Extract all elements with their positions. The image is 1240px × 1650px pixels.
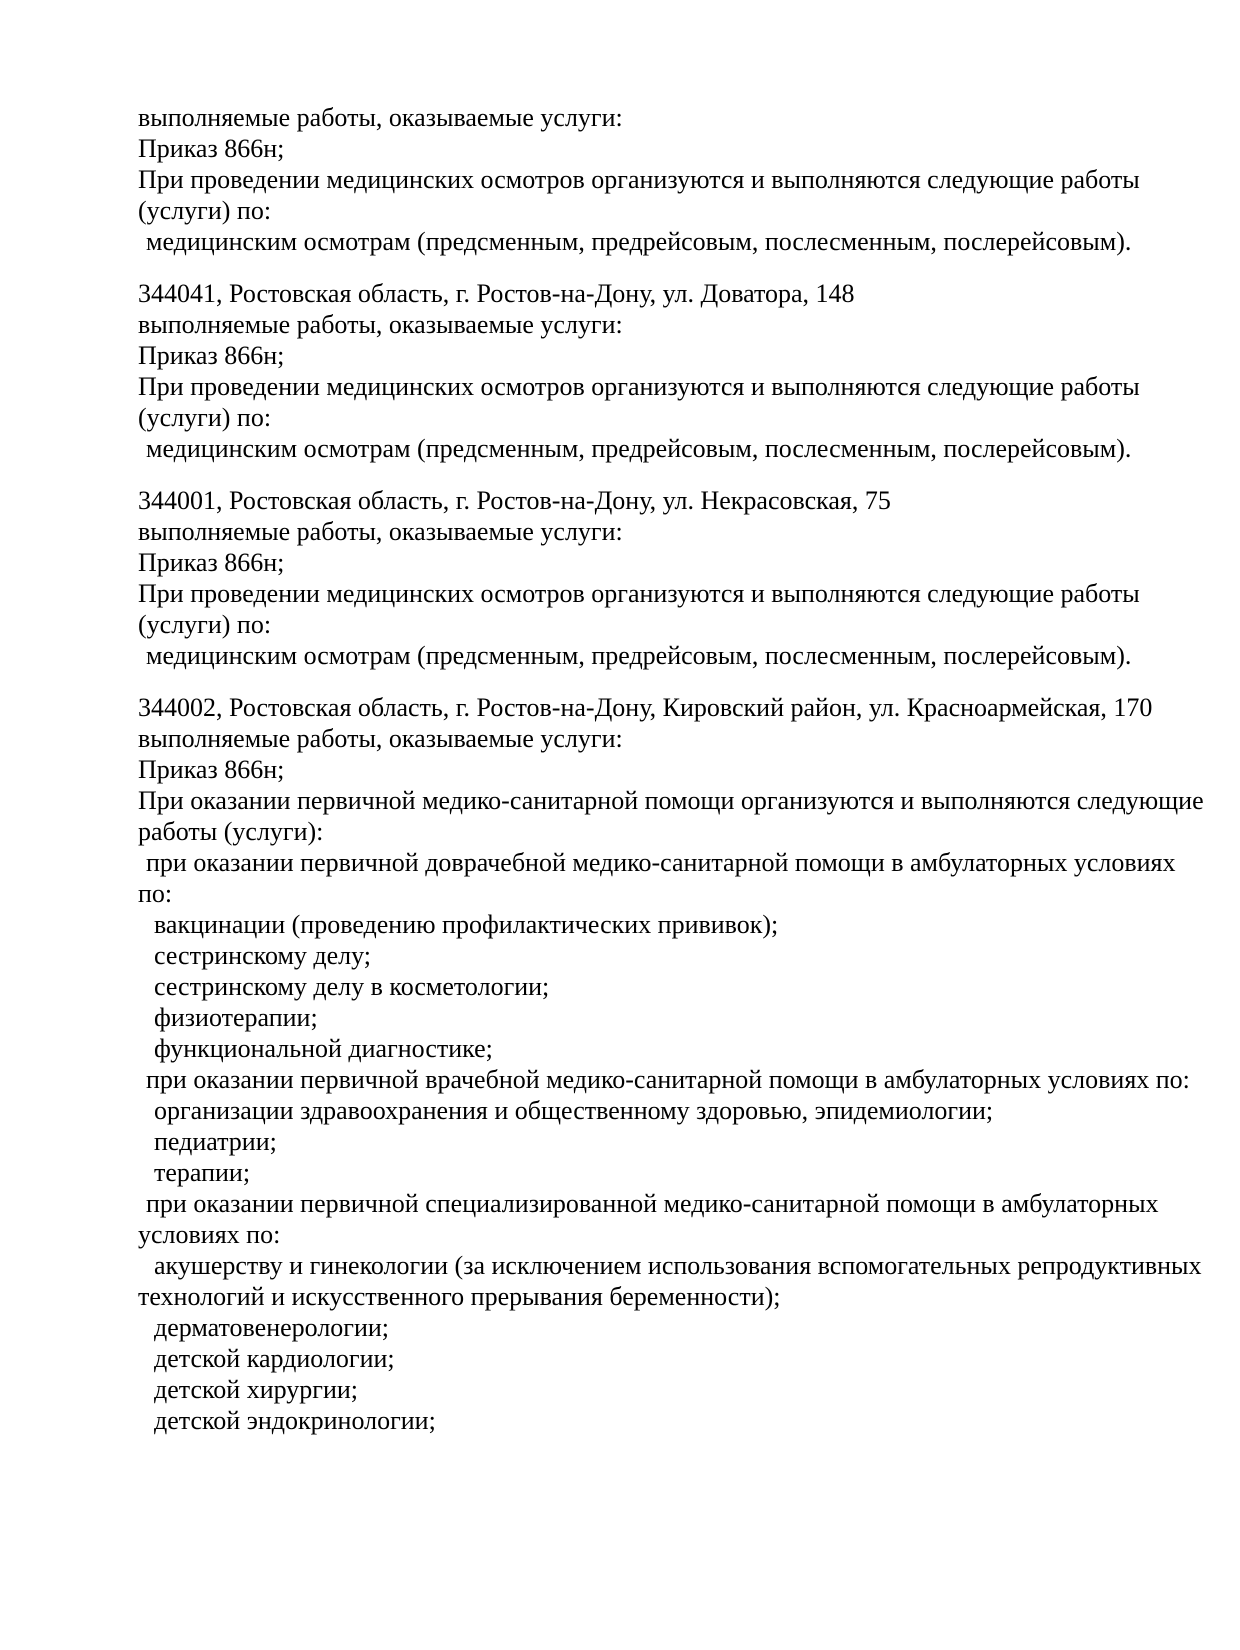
text-line: технологий и искусственного прерывания беременности); bbox=[138, 1282, 781, 1311]
text-block bbox=[138, 485, 1210, 671]
text-line: сестринскому делу в косметологии; bbox=[154, 972, 550, 1001]
text-line: При проведении медицинских осмотров организуются и выполняются следующие работы bbox=[138, 372, 1140, 401]
text-line: медицинским осмотрам (предсменным, предрейсовым, послесменным, послерейсовым). bbox=[146, 641, 1132, 670]
text-line: организации здравоохранения и общественному здоровью, эпидемиологии; bbox=[154, 1096, 994, 1125]
text-line: (услуги) по: bbox=[138, 196, 272, 225]
text-line: при оказании первичной доврачебной медико-санитарной помощи в амбулаторных условиях bbox=[146, 848, 1176, 877]
text-block bbox=[138, 278, 1210, 464]
text-line: вакцинации (проведению профилактических прививок); bbox=[154, 910, 779, 939]
text-line: Приказ 866н; bbox=[138, 341, 285, 370]
text-block bbox=[138, 102, 1210, 257]
text-line: по: bbox=[138, 879, 173, 908]
text-line: работы (услуги): bbox=[138, 817, 324, 846]
address-line: 344041, Ростовская область, г. Ростов-на-Дону, ул. Доватора, 148 bbox=[138, 279, 855, 308]
text-line: акушерству и гинекологии (за исключением использования вспомогательных репродуктивных bbox=[154, 1251, 1202, 1280]
text-line: детской кардиологии; bbox=[154, 1344, 395, 1373]
text-line: функциональной диагностике; bbox=[154, 1034, 493, 1063]
text-line: Приказ 866н; bbox=[138, 134, 285, 163]
text-line: (услуги) по: bbox=[138, 610, 272, 639]
text-line: при оказании первичной специализированной медико-санитарной помощи в амбулаторных bbox=[146, 1189, 1159, 1218]
address-line: 344001, Ростовская область, г. Ростов-на-Дону, ул. Некрасовская, 75 bbox=[138, 486, 891, 515]
text-line: медицинским осмотрам (предсменным, предрейсовым, послесменным, послерейсовым). bbox=[146, 227, 1132, 256]
text-line: условиях по: bbox=[138, 1220, 281, 1249]
text-line: дерматовенерологии; bbox=[154, 1313, 390, 1342]
text-line: детской хирургии; bbox=[154, 1375, 359, 1404]
text-line: медицинским осмотрам (предсменным, предрейсовым, послесменным, послерейсовым). bbox=[146, 434, 1132, 463]
text-line: При оказании первичной медико-санитарной помощи организуются и выполняются следующие bbox=[138, 786, 1204, 815]
text-line: терапии; bbox=[154, 1158, 251, 1187]
text-line: Приказ 866н; bbox=[138, 755, 285, 784]
text-line: физиотерапии; bbox=[154, 1003, 318, 1032]
text-line: выполняемые работы, оказываемые услуги: bbox=[138, 310, 623, 339]
text-line: (услуги) по: bbox=[138, 403, 272, 432]
text-line: при оказании первичной врачебной медико-санитарной помощи в амбулаторных условиях по: bbox=[146, 1065, 1190, 1094]
address-line: 344002, Ростовская область, г. Ростов-на-Дону, Кировский район, ул. Красноармейская, 170 bbox=[138, 693, 1153, 722]
text-block bbox=[138, 692, 1210, 1436]
text-line: выполняемые работы, оказываемые услуги: bbox=[138, 517, 623, 546]
text-line: При проведении медицинских осмотров организуются и выполняются следующие работы bbox=[138, 165, 1140, 194]
text-line: детской эндокринологии; bbox=[154, 1406, 436, 1435]
text-line: сестринскому делу; bbox=[154, 941, 372, 970]
text-line: педиатрии; bbox=[154, 1127, 277, 1156]
text-line: При проведении медицинских осмотров организуются и выполняются следующие работы bbox=[138, 579, 1140, 608]
text-line: выполняемые работы, оказываемые услуги: bbox=[138, 103, 623, 132]
text-line: выполняемые работы, оказываемые услуги: bbox=[138, 724, 623, 753]
text-line: Приказ 866н; bbox=[138, 548, 285, 577]
